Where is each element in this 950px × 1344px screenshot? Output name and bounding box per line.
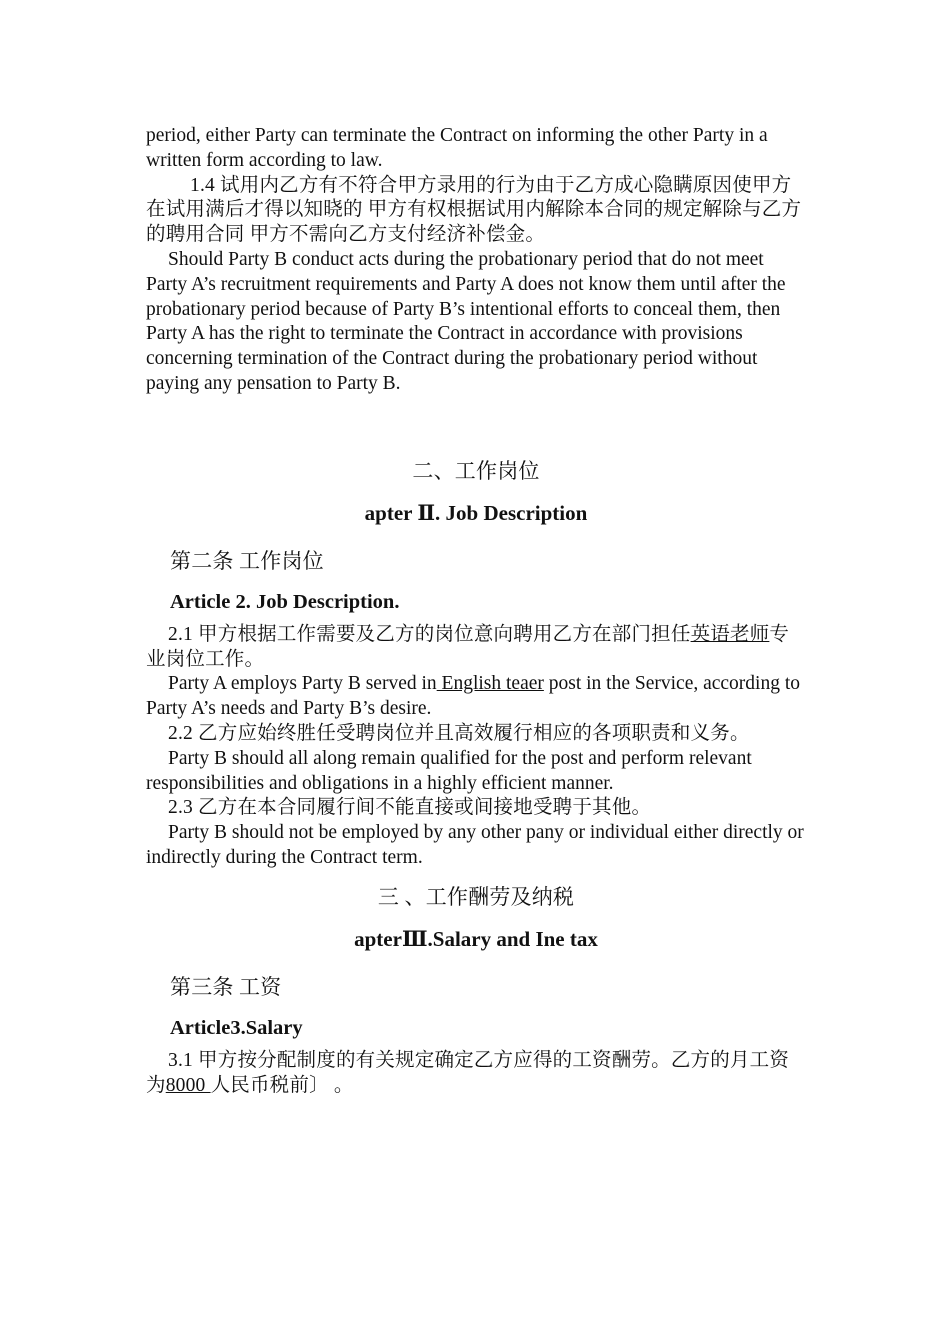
document-page	[146, 124, 806, 1098]
article-2-heading-zh: 第二条 工作岗位	[170, 548, 324, 573]
article-3-heading-zh: 第三条 工资	[170, 974, 282, 999]
clause-2-1-zh-text-a: 2.1 甲方根据工作需要及乙方的岗位意向聘用乙方在部门担任	[168, 623, 691, 645]
clause-3-1-zh	[146, 1049, 806, 1099]
intro-paragraph: period, either Party can terminate the Contract on informing the other Party in a written form according to law.	[146, 125, 768, 171]
clause-3-1-zh-text-b: 人民币税前〕 。	[210, 1074, 354, 1096]
chapter-2-title-en: apter Ⅱ. Job Description	[364, 500, 588, 525]
article-2-heading-en: Article 2. Job Description.	[170, 590, 400, 613]
clause-2-1-en-text-a: Party A employs Party B served in	[168, 673, 437, 695]
clause-2-1-en-text-b: post in the Service, according to Party A’s needs and Party B’s desire.	[146, 673, 801, 720]
clause-2-1-en	[146, 672, 806, 722]
salary-amount-field: 8000	[165, 1074, 211, 1096]
chapter-3-title-zh: 三 、工作酬劳及纳税	[377, 884, 575, 909]
clause-3-1-zh-text-a: 3.1 甲方按分配制度的有关规定确定乙方应得的工资酬劳。乙方的月工资为	[146, 1049, 790, 1096]
clause-2-3-zh: 2.3 乙方在本合同履行间不能直接或间接地受聘于其他。	[168, 797, 652, 819]
article-1-4-zh: 1.4 试用内乙方有不符合甲方录用的行为由于乙方成心隐瞒原因使甲方在试用满后才得以知晓的 甲方有权根据试用内解除本合同的规定解除与乙方的聘用合同 甲方不需向乙方支付经济补偿金。	[146, 174, 802, 246]
clause-2-2-en: Party B should all along remain qualified for the post and perform relevant responsibilities and obligations in a highly efficient manner.	[146, 747, 752, 794]
position-field-en: English teaer	[436, 673, 544, 695]
article-3-heading-en: Article3.Salary	[170, 1016, 303, 1039]
position-field-zh: 英语老师	[690, 623, 770, 645]
clause-2-2-zh: 2.2 乙方应始终胜任受聘岗位并且高效履行相应的各项职责和义务。	[168, 722, 750, 744]
clause-2-3-en: Party B should not be employed by any other pany or individual either directly or indirectly during the Contract term.	[146, 822, 804, 868]
clause-2-1-zh-text-b: 专业岗位工作。	[146, 623, 790, 670]
chapter-2-title-zh: 二、工作岗位	[412, 458, 540, 483]
article-1-4-en: Should Party B conduct acts during the probationary period that do not meet Party A’s recruitment requirements and Party A does not know them until after the probationary period because of Party B’s intentional efforts to conceal them, then Party A has the right to terminate the Contract in accordance with provisions concerning termination of the Contract during the probationary period without paying any pensation to Party B.	[146, 248, 786, 394]
clause-2-1-zh	[146, 623, 806, 673]
chapter-3-title-en: apterⅢ.Salary and Ine tax	[354, 926, 598, 951]
